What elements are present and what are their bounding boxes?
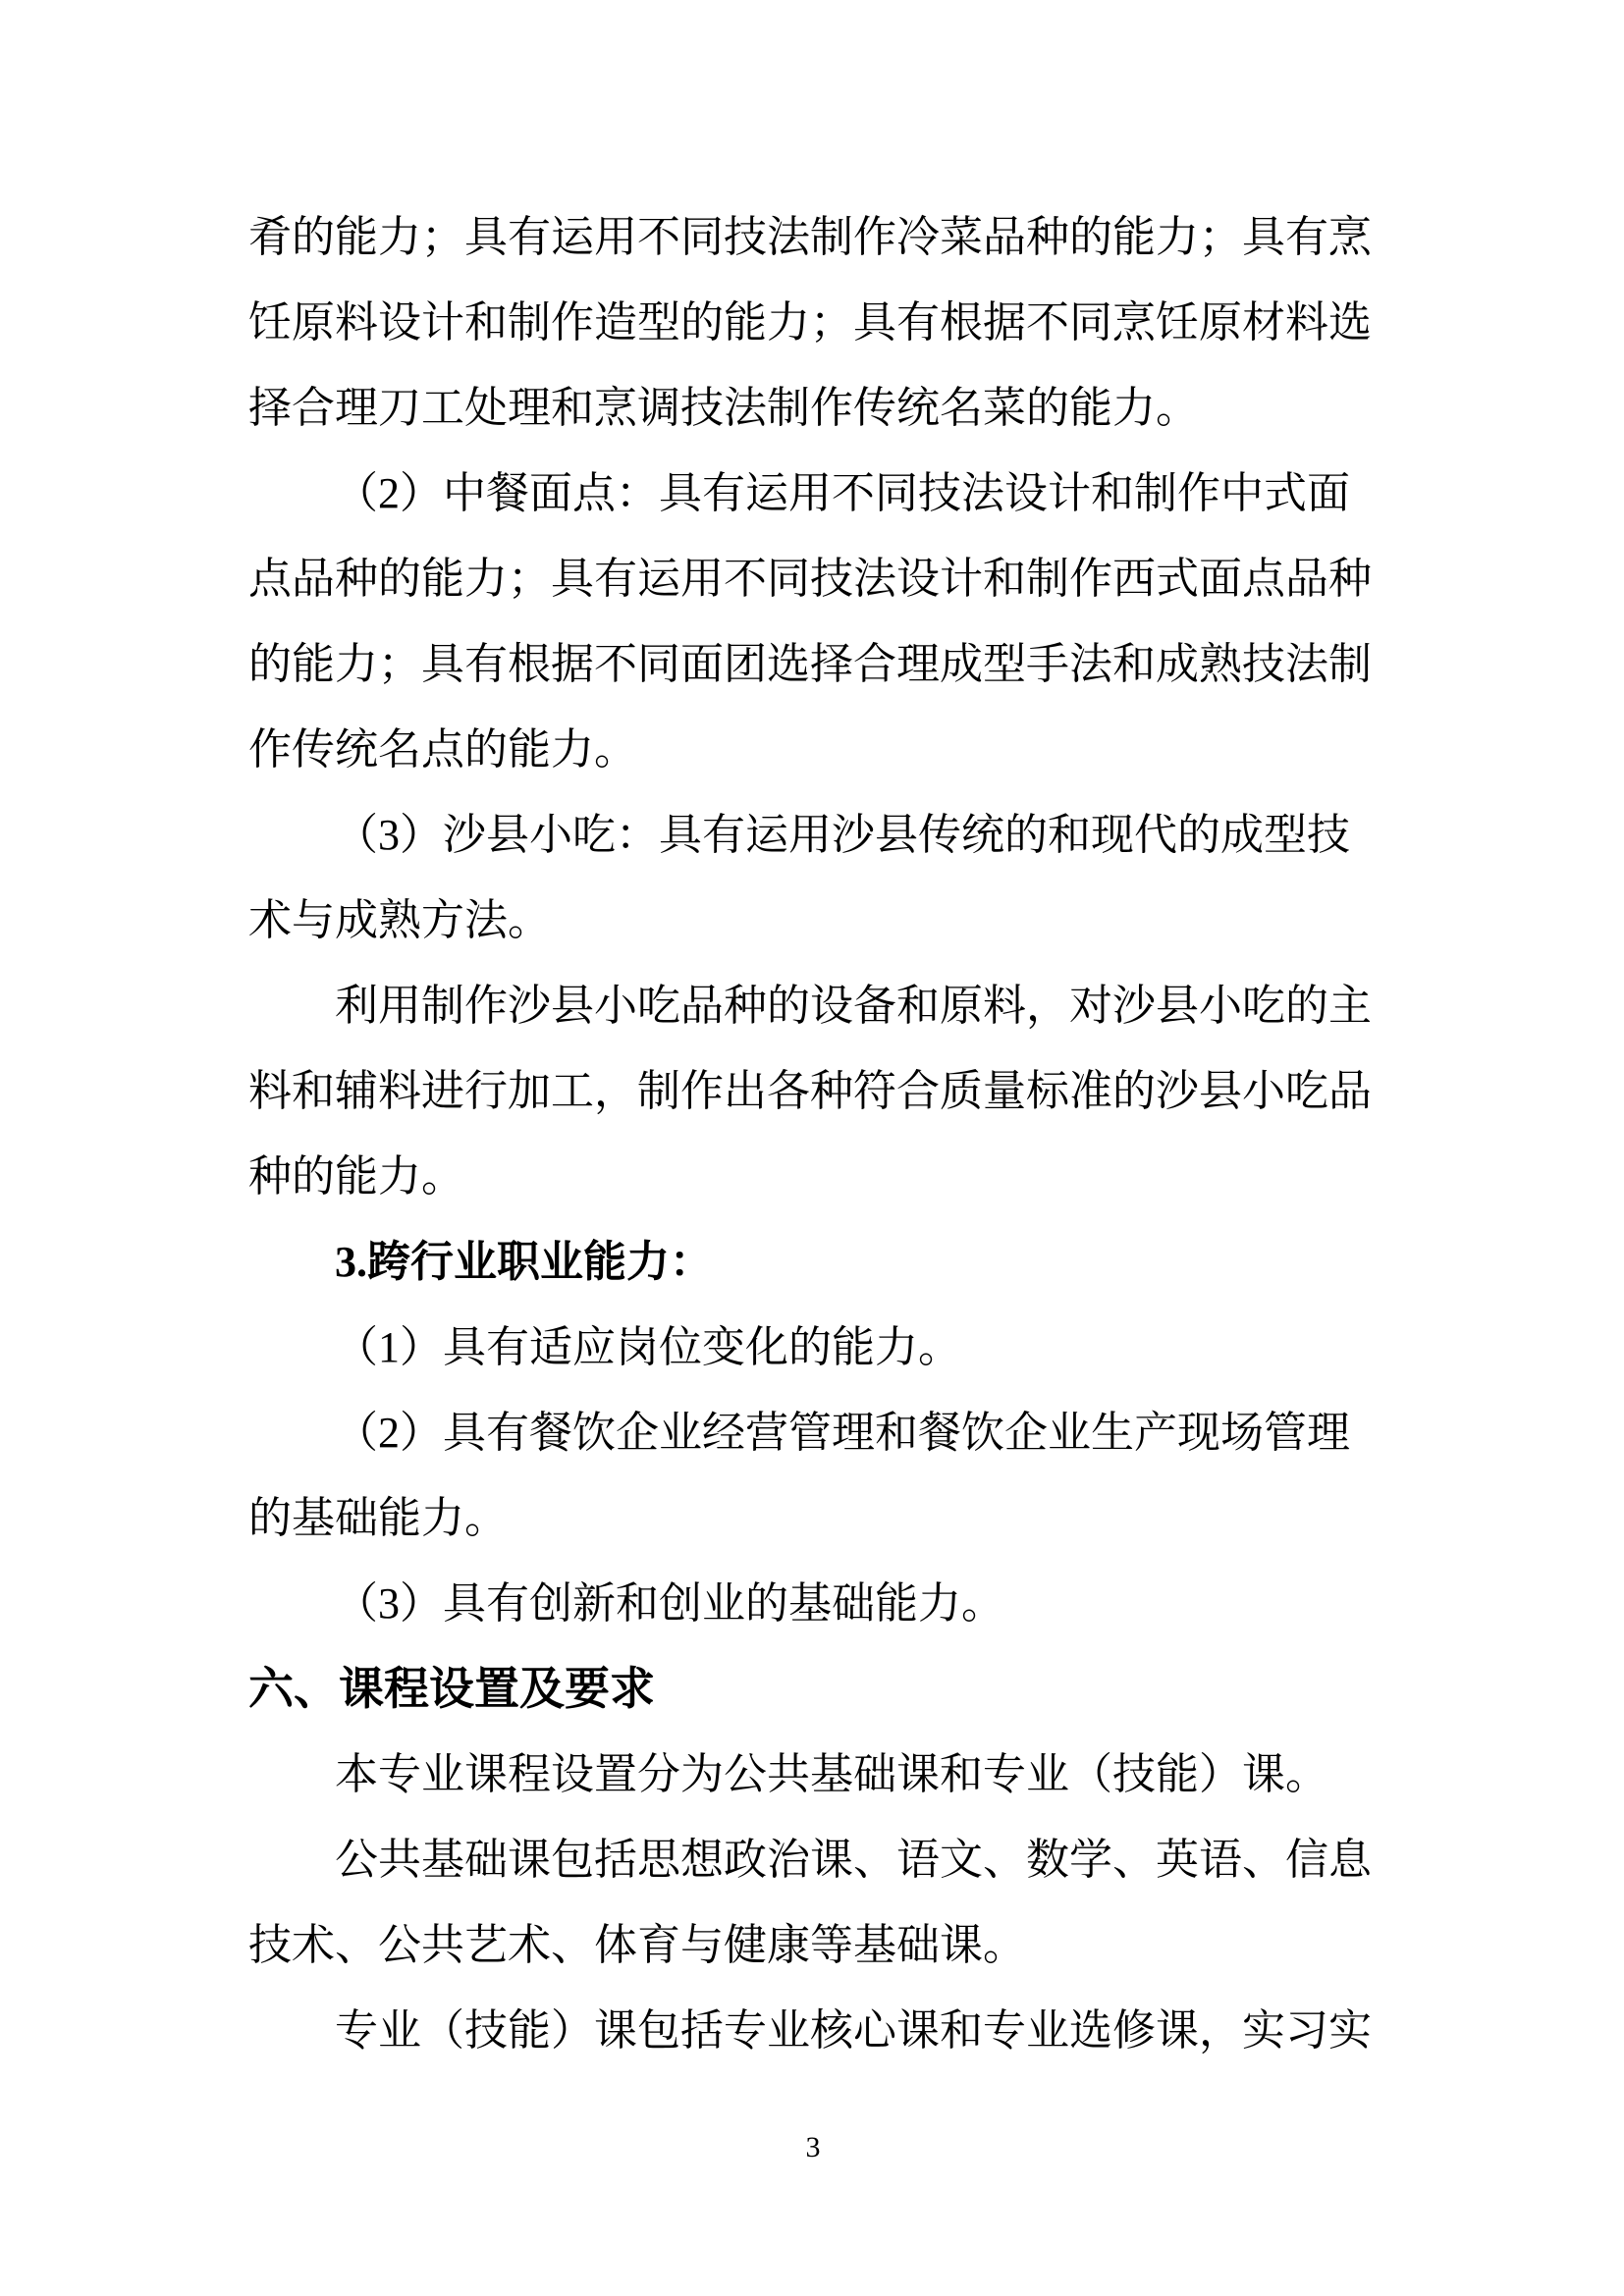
- subsection-heading: 3.跨行业职业能力：: [335, 1238, 713, 1286]
- text-line: 种的能力。: [248, 1152, 464, 1201]
- text-line: 的基础能力。: [248, 1494, 508, 1542]
- text-line: 本专业课程设置分为公共基础课和专业（技能）课。: [335, 1750, 1328, 1798]
- text-line: （3）沙县小吃：具有运用沙县传统的和现代的成型技: [335, 811, 1350, 859]
- text-line: 择合理刀工处理和烹调技法制作传统名菜的能力。: [248, 384, 1199, 432]
- text-line: 的能力；具有根据不同面团选择合理成型手法和成熟技法制: [248, 640, 1372, 688]
- text-line: 术与成熟方法。: [248, 896, 551, 944]
- text-block: [248, 194, 1378, 2073]
- text-line: 技术、公共艺术、体育与健康等基础课。: [248, 1921, 1026, 1969]
- text-line: （1）具有适应岗位变化的能力。: [335, 1323, 961, 1371]
- text-line: （3）具有创新和创业的基础能力。: [335, 1579, 1004, 1628]
- section-heading: 六、课程设置及要求: [248, 1663, 655, 1714]
- text-line: 专业（技能）课包括专业核心课和专业选修课，实习实: [335, 2006, 1372, 2055]
- text-line: 点品种的能力；具有运用不同技法设计和制作西式面点品种: [248, 555, 1372, 603]
- text-line: 利用制作沙县小吃品种的设备和原料，对沙县小吃的主: [335, 982, 1372, 1030]
- text-line: 饪原料设计和制作造型的能力；具有根据不同烹饪原材料选: [248, 298, 1372, 347]
- text-line: 公共基础课包括思想政治课、语文、数学、英语、信息: [335, 1836, 1372, 1884]
- page-number: 3: [805, 2131, 821, 2163]
- text-line: （2）具有餐饮企业经营管理和餐饮企业生产现场管理: [335, 1409, 1350, 1457]
- text-line: 作传统名点的能力。: [248, 725, 637, 774]
- text-line: （2）中餐面点：具有运用不同技法设计和制作中式面: [335, 469, 1350, 517]
- text-line: 料和辅料进行加工，制作出各种符合质量标准的沙县小吃品: [248, 1067, 1372, 1115]
- text-line: 肴的能力；具有运用不同技法制作冷菜品种的能力；具有烹: [248, 213, 1372, 261]
